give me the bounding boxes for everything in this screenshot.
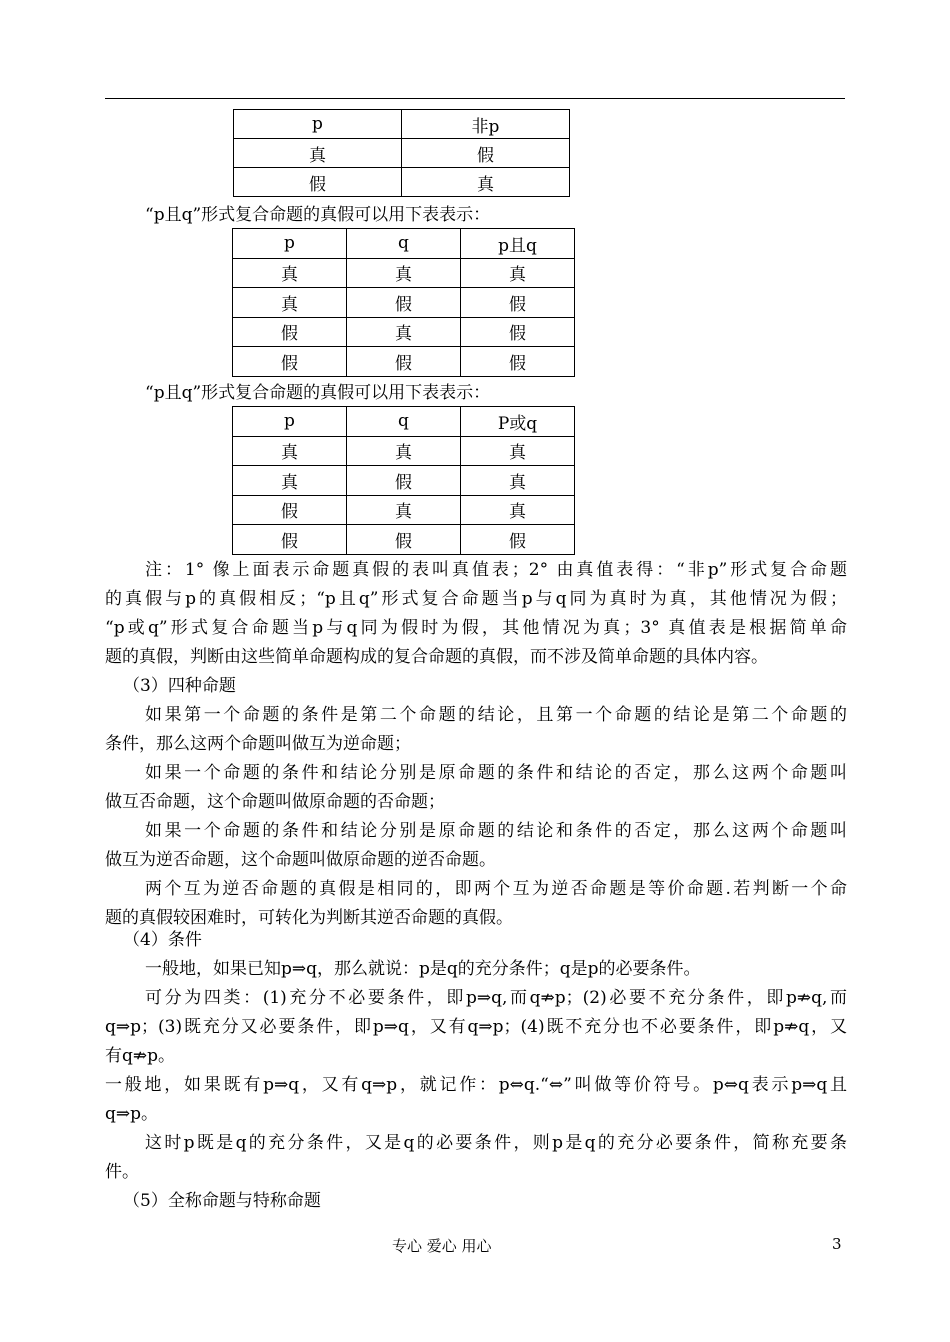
table-cell: 真 [233, 288, 347, 318]
section-heading-4: （4）条件 [123, 930, 202, 950]
table-cell: 非p [402, 110, 570, 139]
paragraph-line: 做互为逆否命题，这个命题叫做原命题的逆否命题。 [105, 850, 496, 870]
note-line-4: 题的真假，判断由这些简单命题构成的复合命题的真假，而不涉及简单命题的具体内容。 [105, 647, 768, 667]
table-row [233, 347, 575, 377]
caption-or-table: “p且q”形式复合命题的真假可以用下表表示： [145, 383, 491, 403]
header-rule [105, 98, 845, 99]
paragraph-line: 如果一个命题的条件和结论分别是原命题的条件和结论的否定，那么这两个命题叫 [145, 763, 847, 783]
table-cell: 假 [402, 139, 570, 168]
truth-table-not [233, 109, 570, 197]
paragraph-line: 条件，那么这两个命题叫做互为逆命题； [105, 734, 411, 754]
table-row [233, 258, 575, 288]
table-row [233, 466, 575, 496]
table-cell: 真 [347, 258, 461, 288]
table-cell: p [233, 229, 347, 259]
table-cell: 假 [461, 288, 575, 318]
table-cell: 真 [461, 436, 575, 466]
table-cell: 真 [233, 436, 347, 466]
table-cell: 假 [233, 495, 347, 525]
page-number: 3 [832, 1235, 842, 1253]
paragraph-line: 两个互为逆否命题的真假是相同的，即两个互为逆否命题是等价命题.若判断一个命 [145, 879, 847, 899]
table-cell: 真 [234, 139, 402, 168]
paragraph-line: q⇒p；(3)既充分又必要条件，即p⇒q，又有q⇒p；(4)既不充分也不必要条件，即p⇏q，又 [105, 1017, 847, 1037]
footer-motto: 专心 爱心 用心 [392, 1237, 492, 1255]
paragraph-line: 做互否命题，这个命题叫做原命题的否命题； [105, 792, 445, 812]
table-header-row [234, 110, 570, 139]
table-cell: 假 [233, 347, 347, 377]
note-line-1: 注：1° 像上面表示命题真假的表叫真值表；2° 由真值表得：“非p”形式复合命题 [145, 560, 847, 580]
table-cell: 假 [347, 466, 461, 496]
paragraph-line: q⇒p。 [105, 1104, 159, 1124]
table-cell: 真 [347, 436, 461, 466]
truth-table-and [232, 228, 575, 377]
paragraph-line: 题的真假较困难时，可转化为判断其逆否命题的真假。 [105, 908, 513, 928]
table-cell: 真 [233, 466, 347, 496]
table-cell: 真 [461, 495, 575, 525]
table-cell: 假 [347, 347, 461, 377]
table-cell: p [233, 407, 347, 437]
table-cell: 假 [234, 168, 402, 197]
table-cell: 假 [461, 317, 575, 347]
table-cell: 真 [402, 168, 570, 197]
table-cell: 真 [461, 466, 575, 496]
table-cell: 假 [461, 525, 575, 555]
section-heading-5: （5）全称命题与特称命题 [123, 1191, 321, 1211]
table-cell: 假 [461, 347, 575, 377]
table-cell: 假 [347, 288, 461, 318]
note-line-2: 的真假与p的真假相反；“p且q”形式复合命题当p与q同为真时为真，其他情况为假； [105, 589, 847, 609]
table-row [234, 139, 570, 168]
table-row [233, 436, 575, 466]
table-row [233, 495, 575, 525]
paragraph-line: 可分为四类：(1)充分不必要条件，即p⇒q,而q⇏p；(2)必要不充分条件，即p⇏q,而 [145, 988, 847, 1008]
truth-table-or [232, 406, 575, 555]
table-cell: 真 [233, 258, 347, 288]
table-header-row [233, 229, 575, 259]
paragraph-line: 这时p既是q的充分条件，又是q的必要条件，则p是q的充分必要条件，简称充要条 [145, 1133, 847, 1153]
caption-and-table: “p且q”形式复合命题的真假可以用下表表示： [145, 205, 491, 225]
table-cell: q [347, 229, 461, 259]
paragraph-line: 如果第一个命题的条件是第二个命题的结论，且第一个命题的结论是第二个命题的 [145, 705, 847, 725]
section-heading-3: （3）四种命题 [123, 676, 236, 696]
table-cell: 真 [461, 258, 575, 288]
table-row [234, 168, 570, 197]
paragraph-line: 件。 [105, 1162, 139, 1182]
table-row [233, 317, 575, 347]
paragraph-line: 一般地，如果既有p⇒q，又有q⇒p，就记作：p⇔q.“⇔”叫做等价符号。p⇔q表示p⇒q且 [105, 1075, 847, 1095]
table-cell: 假 [347, 525, 461, 555]
table-cell: p且q [461, 229, 575, 259]
table-header-row [233, 407, 575, 437]
paragraph-line: 如果一个命题的条件和结论分别是原命题的结论和条件的否定，那么这两个命题叫 [145, 821, 847, 841]
table-cell: 真 [347, 317, 461, 347]
table-row [233, 288, 575, 318]
table-cell: 假 [233, 525, 347, 555]
table-cell: q [347, 407, 461, 437]
paragraph-line: 一般地，如果已知p⇒q，那么就说：p是q的充分条件；q是p的必要条件。 [145, 959, 701, 979]
paragraph-line: 有q⇏p。 [105, 1046, 176, 1066]
table-cell: P或q [461, 407, 575, 437]
table-cell: 真 [347, 495, 461, 525]
table-row [233, 525, 575, 555]
note-line-3: “p或q”形式复合命题当p与q同为假时为假，其他情况为真；3° 真值表是根据简单命 [105, 618, 847, 638]
table-cell: 假 [233, 317, 347, 347]
table-cell: p [234, 110, 402, 139]
